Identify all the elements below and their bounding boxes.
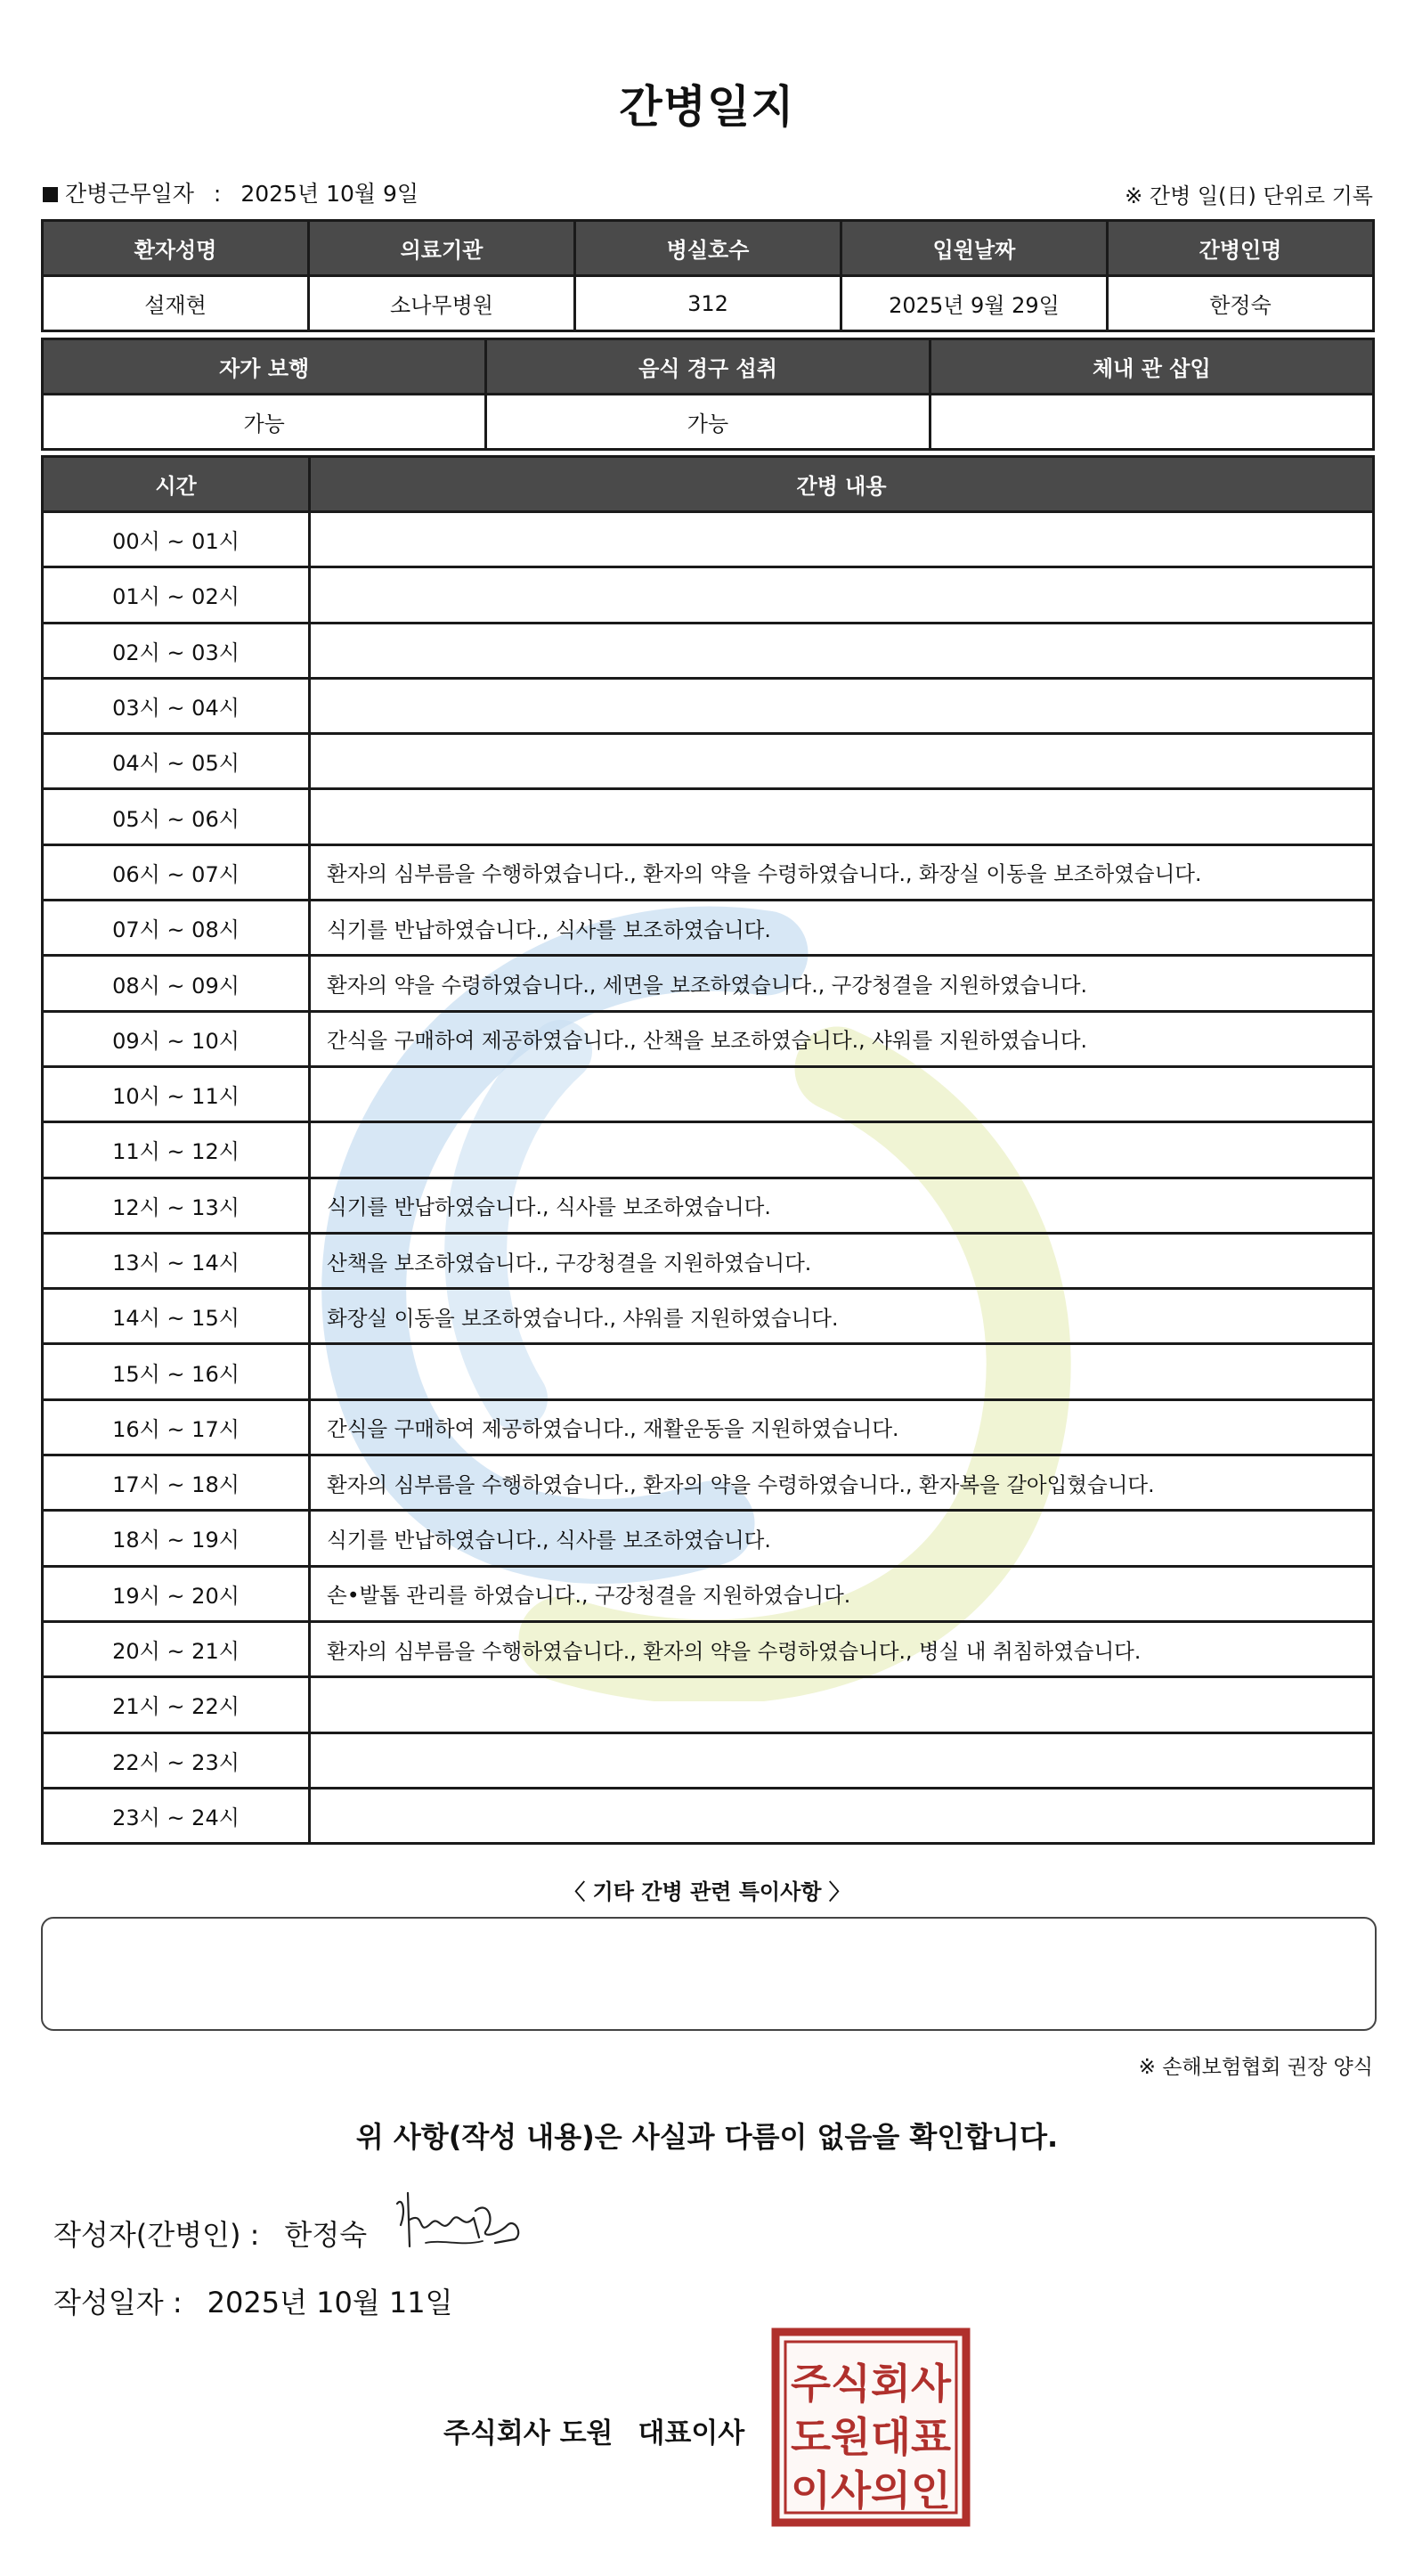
capability-header-row xyxy=(43,339,1374,395)
care-log-content xyxy=(310,734,1374,789)
caregiver-name-value: 한정숙 xyxy=(1108,276,1374,331)
header-admission-date: 입원날짜 xyxy=(841,221,1108,276)
company-ceo-title: 대표이사 xyxy=(638,2417,745,2450)
page-title: 간병일지 xyxy=(619,81,795,133)
care-log-content: 간식을 구매하여 제공하였습니다., 산책을 보조하였습니다., 샤워를 지원하였습니다. xyxy=(310,1011,1374,1066)
care-log-time: 18시 ~ 19시 xyxy=(43,1511,310,1566)
bullet-square-icon xyxy=(43,187,58,202)
care-log-row xyxy=(43,1788,1374,1843)
work-date-separator: : xyxy=(213,181,222,207)
care-log-body xyxy=(43,512,1374,1844)
care-log-row xyxy=(43,1677,1374,1732)
work-date-value: 2025년 10월 9일 xyxy=(240,181,419,207)
room-number-value: 312 xyxy=(575,276,841,331)
care-log-row xyxy=(43,678,1374,733)
care-log-row xyxy=(43,956,1374,1011)
care-log-content: 식기를 반납하였습니다., 식사를 보조하였습니다. xyxy=(310,901,1374,956)
care-log-row xyxy=(43,512,1374,567)
care-log-content: 환자의 심부름을 수행하였습니다., 환자의 약을 수령하였습니다., 환자복을 갈아입혔습니다. xyxy=(310,1455,1374,1511)
written-date-label: 작성일자 : xyxy=(53,2286,183,2319)
care-log-time: 17시 ~ 18시 xyxy=(43,1455,310,1511)
care-log-time: 10시 ~ 11시 xyxy=(43,1066,310,1121)
remarks-box xyxy=(41,1917,1377,2031)
header-patient-name: 환자성명 xyxy=(43,221,309,276)
seal-text-row-1: 주식회사 xyxy=(791,2360,952,2408)
care-log-content xyxy=(310,623,1374,678)
care-log-row xyxy=(43,734,1374,789)
header-time: 시간 xyxy=(43,457,310,512)
care-log-row xyxy=(43,1289,1374,1344)
care-log-row xyxy=(43,1178,1374,1233)
care-log-content: 산책을 보조하였습니다., 구강청결을 지원하였습니다. xyxy=(310,1233,1374,1288)
header-caregiver-name: 간병인명 xyxy=(1108,221,1374,276)
care-log-row xyxy=(43,623,1374,678)
care-log-time: 05시 ~ 06시 xyxy=(43,789,310,844)
work-date-label: 간병근무일자 xyxy=(65,181,194,207)
care-log-content xyxy=(310,1732,1374,1788)
care-log-content xyxy=(310,512,1374,567)
care-log-time: 23시 ~ 24시 xyxy=(43,1788,310,1843)
care-log-row xyxy=(43,1011,1374,1066)
writer-label: 작성자(간병인) : xyxy=(53,2218,260,2252)
hospital-value: 소나무병원 xyxy=(309,276,575,331)
care-log-time: 00시 ~ 01시 xyxy=(43,512,310,567)
header-oral-intake: 음식 경구 섭취 xyxy=(486,339,930,395)
care-log-row xyxy=(43,789,1374,844)
care-log-row xyxy=(43,844,1374,900)
care-log-content: 환자의 약을 수령하였습니다., 세면을 보조하였습니다., 구강청결을 지원하였습니다. xyxy=(310,956,1374,1011)
care-log-content xyxy=(310,678,1374,733)
written-date-line xyxy=(53,2280,453,2321)
header-room-number: 병실호수 xyxy=(575,221,841,276)
care-log-time: 19시 ~ 20시 xyxy=(43,1566,310,1621)
care-log-content xyxy=(310,789,1374,844)
care-log-content: 식기를 반납하였습니다., 식사를 보조하였습니다. xyxy=(310,1178,1374,1233)
care-log-content xyxy=(310,567,1374,623)
care-log-row xyxy=(43,1566,1374,1621)
tube-insertion-value xyxy=(930,395,1373,450)
patient-name-value: 설재현 xyxy=(43,276,309,331)
care-log-content xyxy=(310,1122,1374,1178)
patient-info-table xyxy=(41,219,1375,332)
work-date xyxy=(43,176,419,208)
care-log-time: 09시 ~ 10시 xyxy=(43,1011,310,1066)
care-log-content: 환자의 심부름을 수행하였습니다., 환자의 약을 수령하였습니다., 병실 내 취침하였습니다. xyxy=(310,1621,1374,1676)
admission-date-value: 2025년 9월 29일 xyxy=(841,276,1108,331)
remarks-title: 〈 기타 간병 관련 특이사항 〉 xyxy=(564,1879,850,1904)
self-walking-value: 가능 xyxy=(43,395,486,450)
care-log-time: 15시 ~ 16시 xyxy=(43,1344,310,1399)
care-log-time: 21시 ~ 22시 xyxy=(43,1677,310,1732)
care-log-content: 손•발톱 관리를 하였습니다., 구강청결을 지원하였습니다. xyxy=(310,1566,1374,1621)
oral-intake-value: 가능 xyxy=(486,395,930,450)
care-log-content xyxy=(310,1344,1374,1399)
header-tube-insertion: 체내 관 삽입 xyxy=(930,339,1373,395)
care-log-row xyxy=(43,1621,1374,1676)
care-log-row xyxy=(43,901,1374,956)
care-log-time: 01시 ~ 02시 xyxy=(43,567,310,623)
care-log-time: 02시 ~ 03시 xyxy=(43,623,310,678)
care-log-content: 화장실 이동을 보조하였습니다., 샤워를 지원하였습니다. xyxy=(310,1289,1374,1344)
form-note: ※ 손해보험협회 권장 양식 xyxy=(1138,2056,1373,2079)
care-log-row xyxy=(43,1122,1374,1178)
care-log-time: 16시 ~ 17시 xyxy=(43,1399,310,1455)
care-log-content xyxy=(310,1788,1374,1843)
capability-value-row xyxy=(43,395,1374,450)
care-log-time: 11시 ~ 12시 xyxy=(43,1122,310,1178)
care-log-row xyxy=(43,1344,1374,1399)
seal-text-row-3: 이사의인 xyxy=(791,2466,951,2515)
care-log-row xyxy=(43,1455,1374,1511)
care-log-row xyxy=(43,567,1374,623)
care-log-time: 22시 ~ 23시 xyxy=(43,1732,310,1788)
header-care-content: 간병 내용 xyxy=(310,457,1374,512)
company-name: 주식회사 도원 xyxy=(443,2417,614,2450)
capability-table xyxy=(41,338,1375,451)
seal-text-row-2: 도원대표 xyxy=(791,2413,952,2461)
care-log-content: 식기를 반납하였습니다., 식사를 보조하였습니다. xyxy=(310,1511,1374,1566)
care-log-row xyxy=(43,1511,1374,1566)
writer-name: 한정숙 xyxy=(284,2218,368,2252)
care-log-header-row xyxy=(43,457,1374,512)
company-line xyxy=(443,2410,744,2450)
written-date-value: 2025년 10월 11일 xyxy=(207,2286,453,2319)
company-seal-image xyxy=(770,2327,971,2528)
care-log-time: 06시 ~ 07시 xyxy=(43,844,310,900)
header-self-walking: 자가 보행 xyxy=(43,339,486,395)
patient-info-value-row xyxy=(43,276,1374,331)
care-log-content: 간식을 구매하여 제공하였습니다., 재활운동을 지원하였습니다. xyxy=(310,1399,1374,1455)
care-log-content: 환자의 심부름을 수행하였습니다., 환자의 약을 수령하였습니다., 화장실 이동을 보조하였습니다. xyxy=(310,844,1374,900)
signature-image xyxy=(390,2184,532,2255)
care-log-row xyxy=(43,1066,1374,1121)
care-log-row xyxy=(43,1732,1374,1788)
care-log-row xyxy=(43,1399,1374,1455)
care-log-time: 12시 ~ 13시 xyxy=(43,1178,310,1233)
unit-note: ※ 간병 일(日) 단위로 기록 xyxy=(1125,183,1373,208)
care-log-time: 13시 ~ 14시 xyxy=(43,1233,310,1288)
care-log-time: 07시 ~ 08시 xyxy=(43,901,310,956)
care-log-time: 14시 ~ 15시 xyxy=(43,1289,310,1344)
care-log-time: 20시 ~ 21시 xyxy=(43,1621,310,1676)
care-log-content xyxy=(310,1677,1374,1732)
care-log-content xyxy=(310,1066,1374,1121)
care-log-row xyxy=(43,1233,1374,1288)
care-log-table xyxy=(41,455,1375,1845)
patient-info-header-row xyxy=(43,221,1374,276)
care-log-time: 08시 ~ 09시 xyxy=(43,956,310,1011)
care-log-time: 03시 ~ 04시 xyxy=(43,678,310,733)
confirmation-statement: 위 사항(작성 내용)은 사실과 다름이 없음을 확인합니다. xyxy=(355,2120,1059,2154)
header-hospital: 의료기관 xyxy=(309,221,575,276)
writer-line xyxy=(53,2213,367,2254)
care-log-time: 04시 ~ 05시 xyxy=(43,734,310,789)
